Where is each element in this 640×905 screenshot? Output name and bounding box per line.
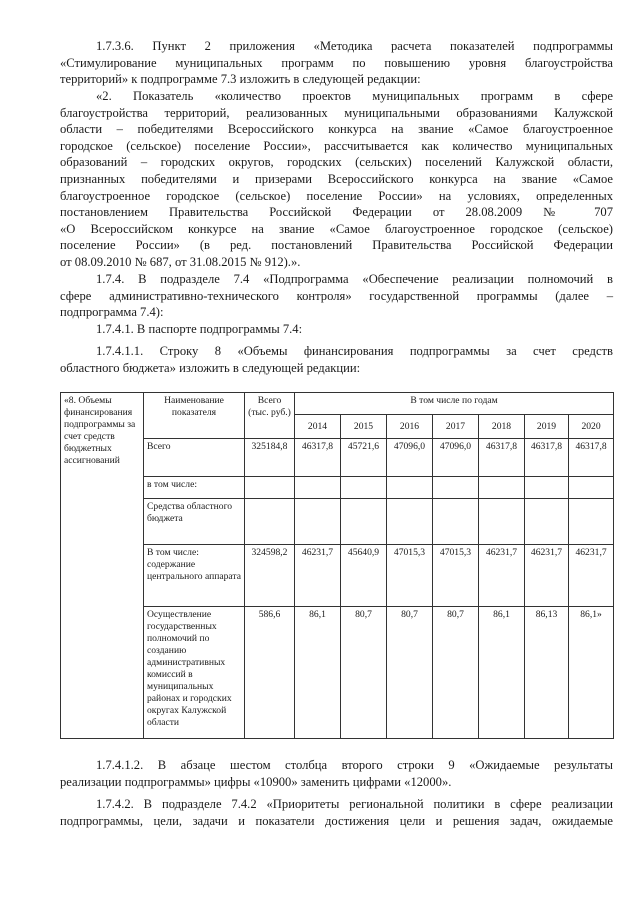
row-value: 45721,6 [341,439,387,477]
text-line: 1.7.4.2. В подразделе 7.4.2 «Приоритеты региональной политики в сфере реализации [96,797,613,811]
table-row [61,499,614,545]
text-line: 1.7.4.1. В паспорте подпрограммы 7.4: [96,322,303,336]
row-value [295,477,341,499]
year-header: 2019 [525,415,569,439]
row-value: 80,7 [341,607,387,739]
paragraph-1-7-4-2 [60,796,613,829]
row-value [387,499,433,545]
table-row [61,545,614,607]
row-value: 46231,7 [479,545,525,607]
col-name-header: Наименование показателя [144,393,245,439]
table-row [61,607,614,739]
text-line: 1.7.4.1.2. В абзаце шестом столбца второго строки 9 «Ожидаемые результаты [96,758,613,772]
row-value [433,499,479,545]
row-value [295,499,341,545]
row-total: 324598,2 [245,545,295,607]
row-value [569,477,614,499]
row-total: 325184,8 [245,439,295,477]
row-value [479,477,525,499]
text-line: от 08.09.2010 № 687, от 31.08.2015 № 912).». [60,254,301,269]
row-value: 86,13 [525,607,569,739]
paragraph-1-7-3-6 [60,38,613,88]
row-value: 80,7 [433,607,479,739]
financing-table [60,392,614,739]
text-line: «Стимулирование муниципальных программ по повышению уровня благоустройства [60,55,613,70]
col-total-header: Всего (тыс. руб.) [245,393,295,439]
row-value: 47096,0 [387,439,433,477]
row-value [569,499,614,545]
text-line: подпрограмма 7.4): [60,305,164,320]
row-name: в том числе: [144,477,245,499]
row-name: В том числе: содержание центрального аппарата [144,545,245,607]
paragraph-1-7-4-1-2 [60,757,613,790]
row-name: Всего [144,439,245,477]
year-header: 2017 [433,415,479,439]
text-line: признанных победителями и призерами Всероссийского конкурса на звание «Самое [60,171,613,186]
paragraph-indicator-2 [60,88,613,271]
year-header: 2014 [295,415,341,439]
row-value [433,477,479,499]
text-line: городское (сельское) поселение России», рассчитывается как количество муниципальных [60,138,613,153]
text-line: постановлением Правительства Российской Федерации от 28.08.2009 № 707 [60,205,613,220]
text-line: сфере административно-технического контроля» государственной программы (далее – [60,288,613,303]
year-header: 2020 [569,415,614,439]
row-value [387,477,433,499]
text-line: благоустройства территорий, реализованных муниципальными образованиями Калужской [60,105,613,120]
text-line: благоустроенное городское (сельское) поселение России» на условиях, определенных [60,188,613,203]
row-value: 45640,9 [341,545,387,607]
row-value: 46317,8 [569,439,614,477]
row-value: 46231,7 [295,545,341,607]
year-header: 2018 [479,415,525,439]
row-value [341,499,387,545]
text-line: 1.7.4. В подразделе 7.4 «Подпрограмма «Обеспечение реализации полномочий в [96,272,613,286]
row-total: 586,6 [245,607,295,739]
row-value: 46231,7 [569,545,614,607]
row-label-cell: «8. Объемы финансирования подпрограммы за счет средств бюджетных ассигнований [61,393,144,739]
text-line: поселение России» (в ред. постановлений Правительства Российской Федерации [60,238,613,253]
year-header: 2015 [341,415,387,439]
table-header-row [61,393,614,415]
row-value: 47015,3 [387,545,433,607]
text-line: «О Всероссийском конкурсе на звание «Самое благоустроенное городское (сельское) [60,221,613,236]
row-name: Осуществление государственных полномочий по созданию административных комиссий в муниципальных районах и городских округах Калужской области [144,607,245,739]
row-total [245,477,295,499]
row-total [245,499,295,545]
row-value: 46317,8 [295,439,341,477]
row-value: 46317,8 [525,439,569,477]
row-value: 46317,8 [479,439,525,477]
row-value [479,499,525,545]
text-line: 1.7.4.1.1. Строку 8 «Объемы финансирования подпрограммы за счет средств [96,344,613,358]
row-value: 47096,0 [433,439,479,477]
row-value [341,477,387,499]
row-value [525,499,569,545]
paragraph-1-7-4-1 [60,321,613,338]
row-value: 86,1 [479,607,525,739]
row-value: 46231,7 [525,545,569,607]
text-line: 1.7.3.6. Пункт 2 приложения «Методика расчета показателей подпрограммы [96,39,613,53]
row-value: 47015,3 [433,545,479,607]
row-value: 80,7 [387,607,433,739]
row-value: 86,1» [569,607,614,739]
text-line: области – победителями Всероссийского конкурса на звание «Самое благоустроенное [60,122,613,137]
paragraph-1-7-4 [60,271,613,321]
text-line: «2. Показатель «количество проектов муниципальных программ в сфере [96,89,613,103]
table-row [61,477,614,499]
col-years-header: В том числе по годам [295,393,614,415]
text-line: областного бюджета» изложить в следующей редакции: [60,360,361,375]
row-name: Средства областного бюджета [144,499,245,545]
table-row [61,439,614,477]
text-line: подпрограммы, цели, задачи и показатели достижения цели и решения задач, ожидаемые [60,813,613,828]
paragraph-1-7-4-1-1 [60,343,613,376]
year-header: 2016 [387,415,433,439]
text-line: образований – городских округов, городских (сельских) поселений Калужской области, [60,155,613,170]
text-line: территорий» к подпрограмме 7.3 изложить в следующей редакции: [60,72,421,87]
row-value [525,477,569,499]
text-line: реализации подпрограммы» цифры «10900» заменить цифрами «12000». [60,774,452,789]
row-value: 86,1 [295,607,341,739]
